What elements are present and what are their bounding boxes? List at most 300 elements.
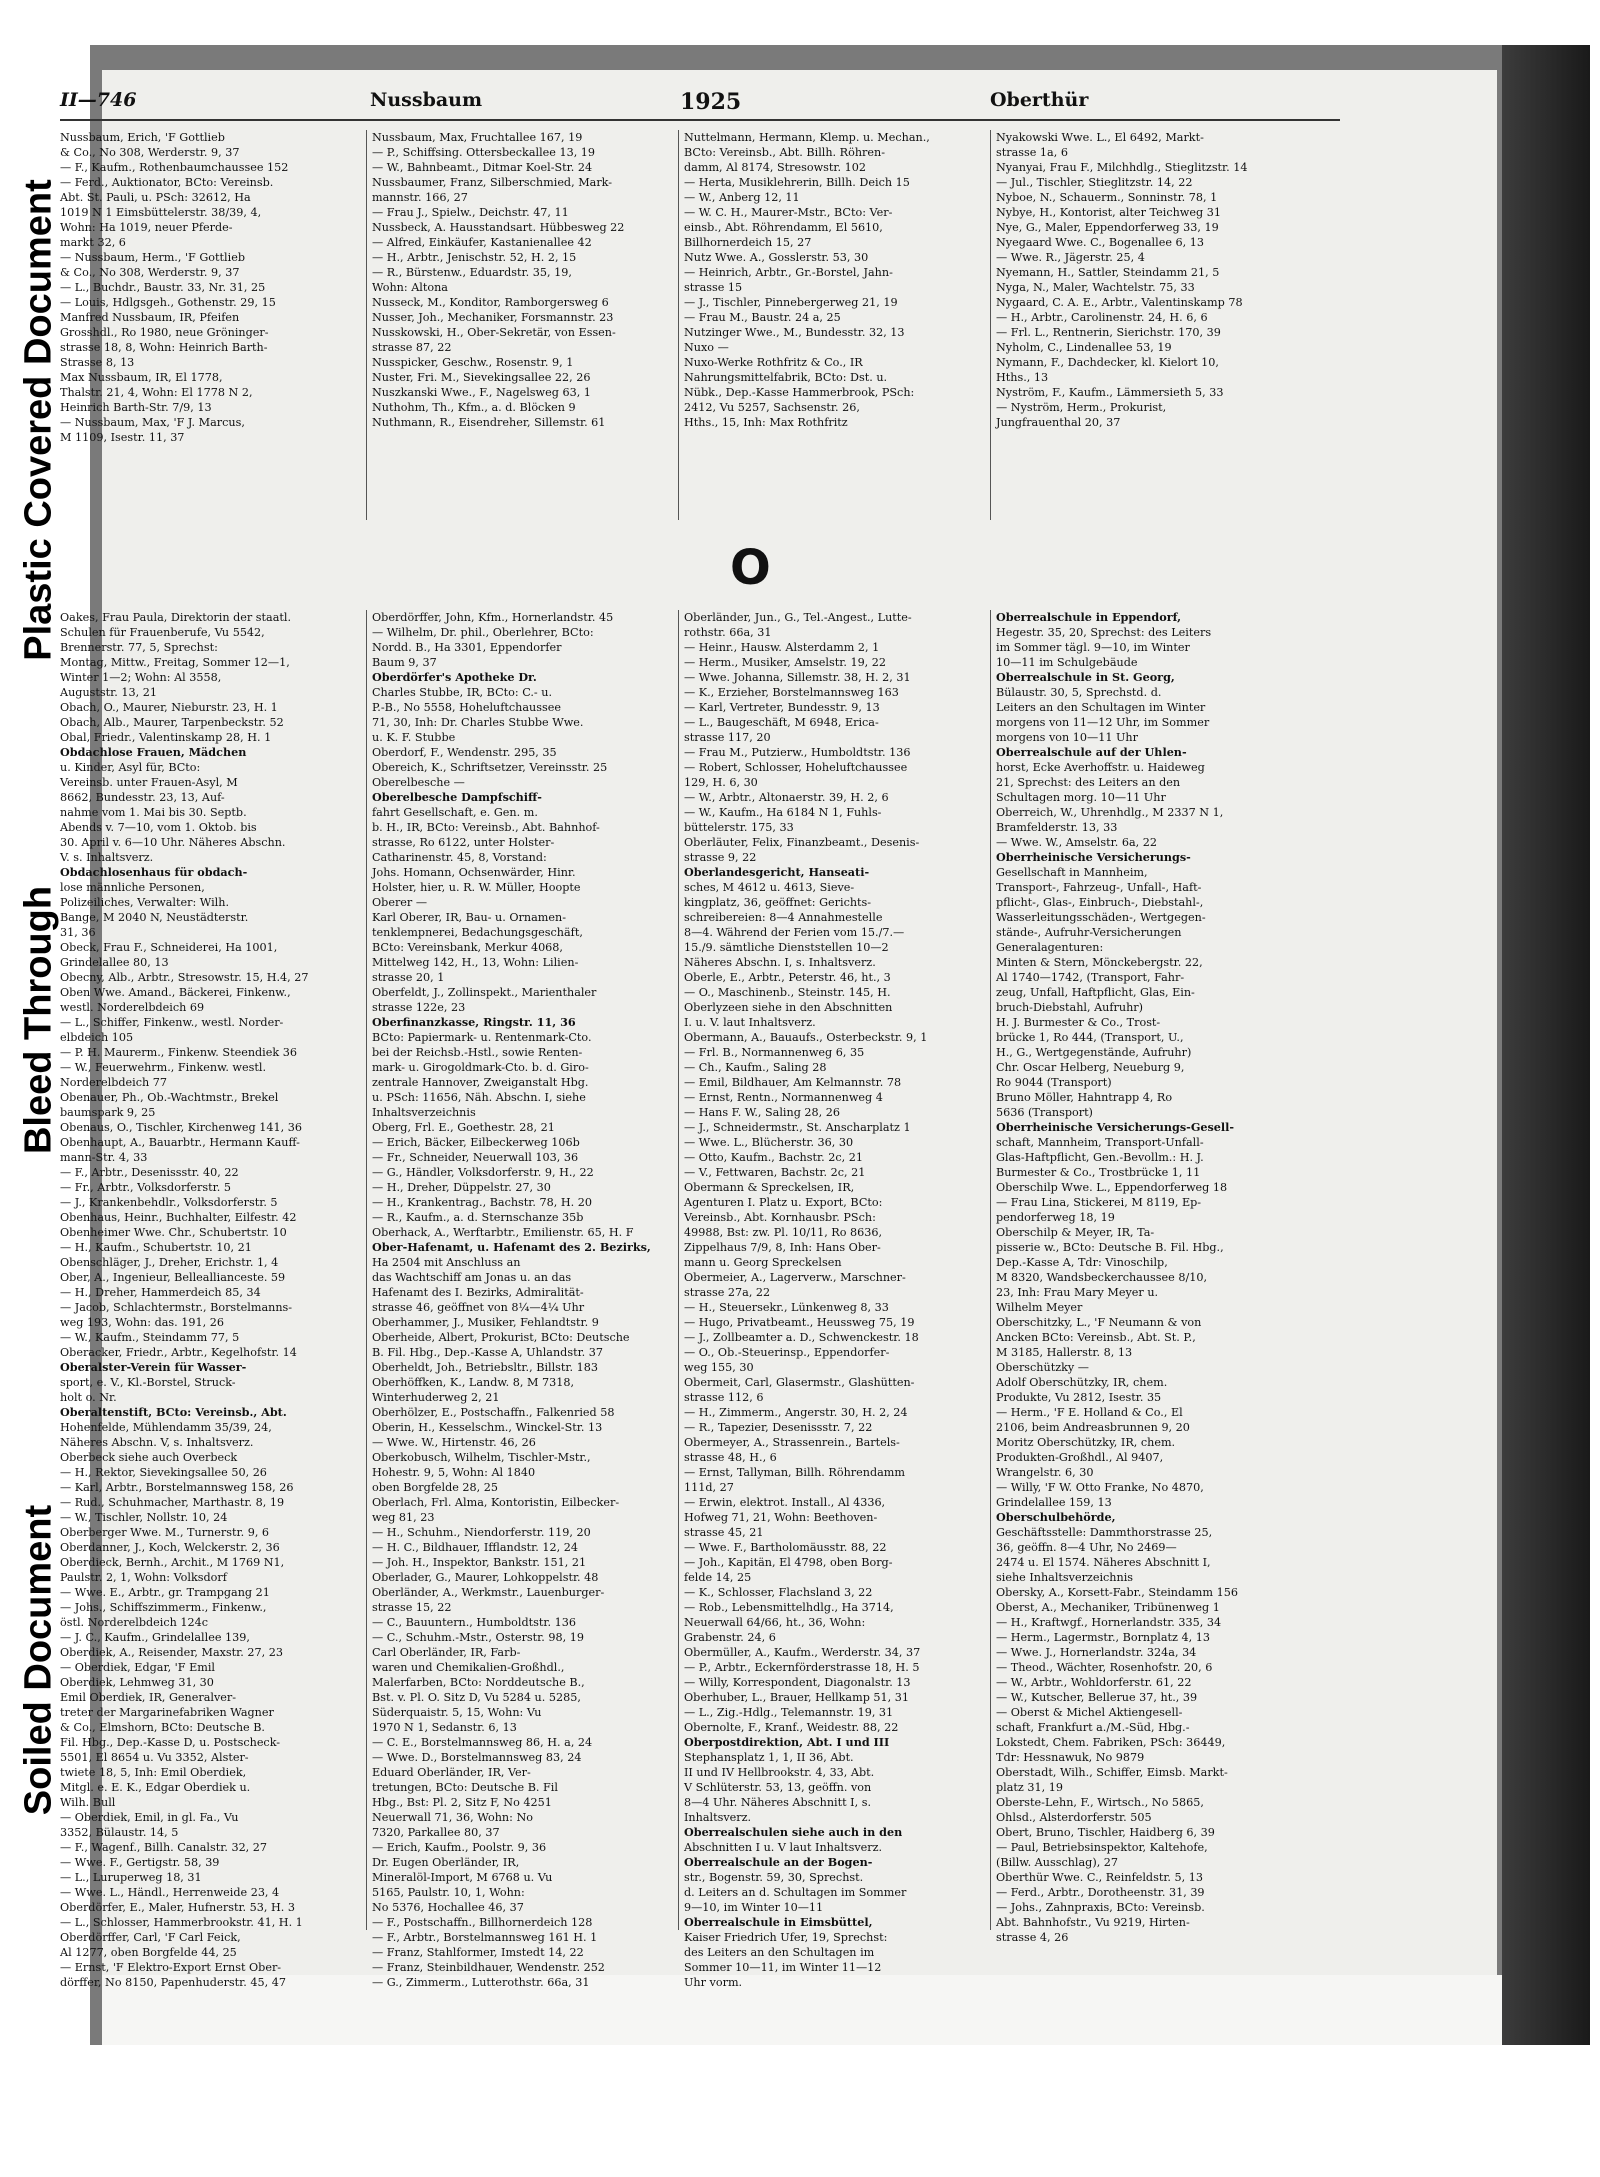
directory-entry-line: Obenheimer Wwe. Chr., Schubertstr. 10 [60, 1226, 287, 1239]
directory-entry-line: bei der Reichsb.-Hstl., sowie Renten- [372, 1046, 583, 1059]
directory-entry-line: Oakes, Frau Paula, Direktorin der staatl. [60, 611, 292, 624]
directory-entry-line: Oberhammer, J., Musiker, Fehlandtstr. 9 [372, 1316, 599, 1329]
directory-entry-line: str., Bogenstr. 59, 30, Sprechst. [684, 1871, 864, 1884]
directory-entry-line: Oberhölzer, E., Postschaffn., Falkenried 58 [372, 1406, 615, 1419]
directory-entry-line: strasse 20, 1 [372, 971, 445, 984]
directory-entry-line: — Wwe. F., Gertigstr. 58, 39 [60, 1856, 220, 1869]
directory-entry-line: Oberländer, A., Werkmstr., Lauenburger- [372, 1586, 605, 1599]
directory-entry-line: treter der Margarinefabriken Wagner [60, 1706, 274, 1719]
directory-entry-line: Fil. Hbg., Dep.-Kasse D, u. Postscheck- [60, 1736, 281, 1749]
directory-entry-line: Oberdiek, A., Reisender, Maxstr. 27, 23 [60, 1646, 283, 1659]
directory-entry-line: H. J. Burmester & Co., Trost- [996, 1016, 1161, 1029]
directory-entry-line: Oberdanner, J., Koch, Welckerstr. 2, 36 [60, 1541, 280, 1554]
directory-entry-line: Oberrealschule in Eimsbüttel, [684, 1915, 873, 1929]
directory-entry-line: Oberrealschule in St. Georg, [996, 670, 1175, 684]
directory-entry-line: Winterhuderweg 2, 21 [372, 1391, 500, 1404]
directory-entry-line: Bange, M 2040 N, Neustädterstr. [60, 911, 249, 924]
directory-entry-line: 5501, El 8654 u. Vu 3352, Alster- [60, 1751, 249, 1764]
directory-entry-line: Nygaard, C. A. E., Arbtr., Valentinskamp 78 [996, 296, 1243, 309]
directory-entry-line: Oberheide, Albert, Prokurist, BCto: Deutsche [372, 1331, 630, 1344]
directory-entry-line: 2106, beim Andreasbrunnen 9, 20 [996, 1421, 1190, 1434]
directory-entry-line: — W., Arbtr., Wohldorferstr. 61, 22 [996, 1676, 1192, 1689]
directory-entry-line: Bst. v. Pl. O. Sitz D, Vu 5284 u. 5285, [372, 1691, 581, 1704]
directory-entry-line: Obermann, A., Bauaufs., Osterbeckstr. 9, 1 [684, 1031, 928, 1044]
directory-entry-line: — Otto, Kaufm., Bachstr. 2c, 21 [684, 1151, 863, 1164]
directory-entry-line: Oberrheinische Versicherungs- [996, 850, 1191, 864]
directory-entry-line: brücke 1, Ro 444, (Transport, U., [996, 1031, 1184, 1044]
directory-entry-line: — Ch., Kaufm., Saling 28 [684, 1061, 827, 1074]
directory-entry-line: — H., Kaufm., Schubertstr. 10, 21 [60, 1241, 252, 1254]
directory-entry-line: Oberheldt, Joh., Betriebsltr., Billstr. 183 [372, 1361, 598, 1374]
directory-entry-line: Oberrealschulen siehe auch in den [684, 1825, 903, 1839]
directory-entry-line: waren und Chemikalien-Großhdl., [372, 1661, 565, 1674]
directory-entry-line: — Ernst, Rentn., Normannenweg 4 [684, 1091, 883, 1104]
directory-entry-line: Nyboe, N., Schauerm., Sonninstr. 78, 1 [996, 191, 1218, 204]
directory-entry-line: Geschäftsstelle: Dammthorstrasse 25, [996, 1526, 1213, 1539]
directory-entry-line: M 8320, Wandsbeckerchaussee 8/10, [996, 1271, 1207, 1284]
directory-entry-line: — W., Kaufm., Ha 6184 N 1, Fuhls- [684, 806, 882, 819]
column-divider [678, 610, 679, 1930]
directory-entry-line: holt o. Nr. [60, 1391, 117, 1404]
directory-entry-line: — P., Arbtr., Eckernförderstrasse 18, H. 5 [684, 1661, 920, 1674]
directory-entry-line: Stephansplatz 1, 1, II 36, Abt. [684, 1751, 854, 1764]
directory-entry-line: — Oberst & Michel Aktiengesell- [996, 1706, 1183, 1719]
directory-entry-line: nahme vom 1. Mai bis 30. Septb. [60, 806, 247, 819]
directory-entry-line: Bruno Möller, Hahntrapp 4, Ro [996, 1091, 1173, 1104]
directory-entry-line: strasse 9, 22 [684, 851, 757, 864]
directory-entry-line: — Herta, Musiklehrerin, Billh. Deich 15 [684, 176, 910, 189]
directory-entry-line: strasse 48, H., 6 [684, 1451, 777, 1464]
directory-entry-line: — W., Anberg 12, 11 [684, 191, 800, 204]
directory-entry-line: — Joh., Kapitän, El 4798, oben Borg- [684, 1556, 893, 1569]
directory-entry-line: Oberlader, G., Maurer, Lohkoppelstr. 48 [372, 1571, 599, 1584]
directory-entry-line: Oberdörffer, John, Kfm., Hornerlandstr. 45 [372, 611, 614, 624]
directory-entry-line: fahrt Gesellschaft, e. Gen. m. [372, 806, 538, 819]
directory-entry-line: b. H., IR, BCto: Vereinsb., Abt. Bahnhof- [372, 821, 600, 834]
directory-entry-line: — Wwe. W., Amselstr. 6a, 22 [996, 836, 1157, 849]
directory-entry-line: horst, Ecke Averhoffstr. u. Haideweg [996, 761, 1205, 774]
directory-entry-line: schaft, Mannheim, Transport-Unfall- [996, 1136, 1204, 1149]
directory-entry-line: Hafenamt des I. Bezirks, Admiralität- [372, 1286, 584, 1299]
directory-entry-line: — C. E., Borstelmannsweg 86, H. a, 24 [372, 1736, 593, 1749]
directory-entry-line: — Frau Lina, Stickerei, M 8119, Ep- [996, 1196, 1202, 1209]
directory-entry-line: Oberelbesche Dampfschiff- [372, 790, 542, 804]
directory-entry-line: Obenhaus, Heinr., Buchhalter, Eilfestr. 42 [60, 1211, 297, 1224]
directory-entry-line: Bülaustr. 30, 5, Sprechstd. d. [996, 686, 1162, 699]
directory-entry-line: Obernolte, F., Kranf., Weidestr. 88, 22 [684, 1721, 899, 1734]
directory-entry-line: — Jul., Tischler, Stieglitzstr. 14, 22 [996, 176, 1193, 189]
directory-entry-line: einsb., Abt. Röhrendamm, El 5610, [684, 221, 883, 234]
directory-entry-line: dörffer, No 8150, Papenhuderstr. 45, 47 [60, 1976, 286, 1989]
directory-entry-line: Oberlandesgericht, Hanseati- [684, 865, 870, 879]
directory-entry-line: Abends v. 7—10, vom 1. Oktob. bis [60, 821, 257, 834]
directory-entry-line: strasse 18, 8, Wohn: Heinrich Barth- [60, 341, 268, 354]
directory-entry-line: Oberer — [372, 896, 428, 909]
directory-entry-line: & Co., No 308, Werderstr. 9, 37 [60, 266, 240, 279]
directory-entry-line: 8—4. Während der Ferien vom 15./7.— [684, 926, 905, 939]
directory-entry-line: 49988, Bst: zw. Pl. 10/11, Ro 8636, [684, 1226, 883, 1239]
directory-entry-line: — Wwe. W., Hirtenstr. 46, 26 [372, 1436, 536, 1449]
top-column-1 [60, 130, 360, 520]
directory-entry-line: Schultagen morg. 10—11 Uhr [996, 791, 1166, 804]
directory-entry-line: Agenturen I. Platz u. Export, BCto: [684, 1196, 883, 1209]
directory-entry-line: Obermeyer, A., Strassenrein., Bartels- [684, 1436, 900, 1449]
directory-entry-line: — Herm., Lagermstr., Bornplatz 4, 13 [996, 1631, 1210, 1644]
directory-entry-line: — W., Bahnbeamt., Ditmar Koel-Str. 24 [372, 161, 593, 174]
directory-entry-line: damm, Al 8174, Stresowstr. 102 [684, 161, 866, 174]
directory-entry-line: Grindelallee 159, 13 [996, 1496, 1112, 1509]
section-letter: O [730, 540, 771, 596]
directory-entry-line: Nutz Wwe. A., Gosslerstr. 53, 30 [684, 251, 869, 264]
directory-entry-line: — Nussbaum, Herm., 'F Gottlieb [60, 251, 245, 264]
directory-entry-line: Generalagenturen: [996, 941, 1104, 954]
directory-entry-line: westl. Norderelbdeich 69 [60, 1001, 205, 1014]
directory-entry-line: Hths., 13 [996, 371, 1049, 384]
directory-entry-line: strasse 15, 22 [372, 1601, 452, 1614]
directory-entry-line: Nyanyai, Frau F., Milchhdlg., Stieglitzstr. 14 [996, 161, 1248, 174]
directory-entry-line: Tdr: Hessnawuk, No 9879 [996, 1751, 1145, 1764]
directory-entry-line: zeug, Unfall, Haftpflicht, Glas, Ein- [996, 986, 1195, 999]
directory-entry-line: — L., Buchdr., Baustr. 33, Nr. 31, 25 [60, 281, 266, 294]
directory-entry-line: Nye, G., Maler, Eppendorferweg 33, 19 [996, 221, 1219, 234]
scan-edge-shadow [1502, 45, 1590, 2045]
directory-entry-line: 10—11 im Schulgebäude [996, 656, 1138, 669]
directory-entry-line: — Hugo, Privatbeamt., Heussweg 75, 19 [684, 1316, 915, 1329]
top-column-2 [372, 130, 672, 520]
directory-entry-line: 111d, 27 [684, 1481, 734, 1494]
directory-entry-line: M 3185, Hallerstr. 8, 13 [996, 1346, 1133, 1359]
directory-entry-line: Oberhuber, L., Brauer, Hellkamp 51, 31 [684, 1691, 910, 1704]
directory-entry-line: Norderelbdeich 77 [60, 1076, 167, 1089]
directory-entry-line: — Wwe. L., Händl., Herrenweide 23, 4 [60, 1886, 280, 1899]
directory-entry-line: — Ferd., Arbtr., Dorotheenstr. 31, 39 [996, 1886, 1205, 1899]
directory-entry-line: — H., Dreher, Düppelstr. 27, 30 [372, 1181, 551, 1194]
directory-entry-line: Oberländer, Jun., G., Tel.-Angest., Lutte- [684, 611, 912, 624]
directory-entry-line: Thalstr. 21, 4, Wohn: El 1778 N 2, [60, 386, 253, 399]
directory-entry-line: 30. April v. 6—10 Uhr. Näheres Abschn. [60, 836, 286, 849]
directory-entry-line: Ha 2504 mit Anschluss an [372, 1256, 521, 1269]
directory-entry-line: — Johs., Zahnpraxis, BCto: Vereinsb. [996, 1901, 1205, 1914]
directory-entry-line: — L., Baugeschäft, M 6948, Erica- [684, 716, 879, 729]
directory-entry-line: — W., Tischler, Nollstr. 10, 24 [60, 1511, 228, 1524]
directory-entry-line: — Oberdiek, Emil, in gl. Fa., Vu [60, 1811, 239, 1824]
directory-entry-line: Obdachlose Frauen, Mädchen [60, 745, 247, 759]
bottom-column-3 [684, 610, 984, 1989]
directory-entry-line: Minten & Stern, Mönckebergstr. 22, [996, 956, 1203, 969]
directory-entry-line: Obdachlosenhaus für obdach- [60, 865, 248, 879]
directory-entry-line: — Heinr., Hausw. Alsterdamm 2, 1 [684, 641, 880, 654]
directory-entry-line: Obersky, A., Korsett-Fabr., Steindamm 156 [996, 1586, 1238, 1599]
directory-entry-line: — Jacob, Schlachtermstr., Borstelmanns- [60, 1301, 293, 1314]
directory-entry-line: Brennerstr. 77, 5, Sprechst: [60, 641, 218, 654]
header-last-entry: Oberthür [990, 89, 1089, 111]
directory-entry-line: Produkten-Großhdl., Al 9407, [996, 1451, 1164, 1464]
directory-entry-line: Oberhöffken, K., Landw. 8, M 7318, [372, 1376, 575, 1389]
directory-entry-line: Mineralöl-Import, M 6768 u. Vu [372, 1871, 553, 1884]
directory-entry-line: Oberalster-Verein für Wasser- [60, 1360, 247, 1374]
directory-entry-line: Oberg, Frl. E., Goethestr. 28, 21 [372, 1121, 555, 1134]
directory-entry-line: Montag, Mittw., Freitag, Sommer 12—1, [60, 656, 290, 669]
directory-entry-line: — Heinrich, Arbtr., Gr.-Borstel, Jahn- [684, 266, 893, 279]
directory-entry-line: strasse 117, 20 [684, 731, 771, 744]
directory-entry-line: Leiters an den Schultagen im Winter [996, 701, 1206, 714]
directory-entry-line: Eduard Oberländer, IR, Ver- [372, 1766, 531, 1779]
directory-entry-line: — Theod., Wächter, Rosenhofstr. 20, 6 [996, 1661, 1213, 1674]
directory-entry-line: u. PSch: 11656, Näh. Abschn. I, siehe [372, 1091, 586, 1104]
top-column-3 [684, 130, 984, 520]
directory-entry-line: Nahrungsmittelfabrik, BCto: Dst. u. [684, 371, 888, 384]
directory-entry-line: Nusspicker, Geschw., Rosenstr. 9, 1 [372, 356, 574, 369]
side-label-soiled-document: Soiled Document [17, 1504, 60, 1816]
directory-entry-line: Ober, A., Ingenieur, Belleallianceste. 59 [60, 1271, 286, 1284]
directory-entry-line: — Franz, Steinbildhauer, Wendenstr. 252 [372, 1961, 605, 1974]
directory-entry-line: — J., Schneidermstr., St. Anscharplatz 1 [684, 1121, 911, 1134]
directory-entry-line: — Karl, Arbtr., Borstelmannsweg 158, 26 [60, 1481, 294, 1494]
directory-entry-line: — Robert, Schlosser, Hoheluftchaussee [684, 761, 908, 774]
directory-entry-line: Obach, Alb., Maurer, Tarpenbeckstr. 52 [60, 716, 284, 729]
directory-entry-line: Nybye, H., Kontorist, alter Teichweg 31 [996, 206, 1221, 219]
directory-entry-line: Nyemann, H., Sattler, Steindamm 21, 5 [996, 266, 1220, 279]
directory-entry-line: Oberdörfer's Apotheke Dr. [372, 670, 537, 684]
directory-entry-line: 31, 36 [60, 926, 96, 939]
directory-entry-line: elbdeich 105 [60, 1031, 134, 1044]
directory-entry-line: Obal, Friedr., Valentinskamp 28, H. 1 [60, 731, 272, 744]
directory-entry-line: Al 1277, oben Borgfelde 44, 25 [60, 1946, 237, 1959]
directory-entry-line: strasse 45, 21 [684, 1526, 764, 1539]
directory-entry-line: Oberthür Wwe. C., Reinfeldstr. 5, 13 [996, 1871, 1204, 1884]
directory-entry-line: Oberdorf, F., Wendenstr. 295, 35 [372, 746, 557, 759]
directory-entry-line: — P. H. Maurerm., Finkenw. Steendiek 36 [60, 1046, 297, 1059]
directory-entry-line: Hohestr. 9, 5, Wohn: Al 1840 [372, 1466, 536, 1479]
directory-entry-line: Polizeiliches, Verwalter: Wilh. [60, 896, 230, 909]
directory-entry-line: M 1109, Isestr. 11, 37 [60, 431, 185, 444]
directory-entry-line: — Emil, Bildhauer, Am Kelmannstr. 78 [684, 1076, 902, 1089]
directory-entry-line: Nussbaumer, Franz, Silberschmied, Mark- [372, 176, 613, 189]
directory-entry-line: No 5376, Hochallee 46, 37 [372, 1901, 524, 1914]
directory-entry-line: Nyström, F., Kaufm., Lämmersieth 5, 33 [996, 386, 1224, 399]
directory-entry-line: Gesellschaft in Mannheim, [996, 866, 1148, 879]
directory-entry-line: — J., Tischler, Pinnebergerweg 21, 19 [684, 296, 898, 309]
directory-entry-line: — Willy, 'F W. Otto Franke, No 4870, [996, 1481, 1204, 1494]
directory-entry-line: — Joh. H., Inspektor, Bankstr. 151, 21 [372, 1556, 587, 1569]
directory-entry-line: — J. C., Kaufm., Grindelallee 139, [60, 1631, 250, 1644]
directory-entry-line: d. Leiters an d. Schultagen im Sommer [684, 1886, 907, 1899]
directory-entry-line: Billhornerdeich 15, 27 [684, 236, 812, 249]
directory-entry-line: Oberrheinische Versicherungs-Gesell- [996, 1120, 1235, 1134]
directory-entry-line: rothstr. 66a, 31 [684, 626, 772, 639]
directory-entry-line: das Wachtschiff am Jonas u. an das [372, 1271, 572, 1284]
directory-entry-line: Adolf Oberschützky, IR, chem. [996, 1376, 1168, 1389]
directory-entry-line: — W., Kutscher, Bellerue 37, ht., 39 [996, 1691, 1198, 1704]
directory-entry-line: Paulstr. 2, 1, Wohn: Volksdorf [60, 1571, 227, 1584]
directory-entry-line: — H., Rektor, Sievekingsallee 50, 26 [60, 1466, 267, 1479]
directory-entry-line: — F., Wagenf., Billh. Canalstr. 32, 27 [60, 1841, 268, 1854]
directory-entry-line: — Karl, Vertreter, Bundesstr. 9, 13 [684, 701, 880, 714]
directory-entry-line: strasse 4, 26 [996, 1931, 1069, 1944]
directory-entry-line: Neuerwall 64/66, ht., 36, Wohn: [684, 1616, 866, 1629]
page-number: II—746 [60, 89, 137, 111]
directory-entry-line: Oberdiek, Lehmweg 31, 30 [60, 1676, 214, 1689]
directory-entry-line: — Nyström, Herm., Prokurist, [996, 401, 1167, 414]
directory-entry-line: Hths., 15, Inh: Max Rothfritz [684, 416, 848, 429]
directory-entry-line: — W., Kaufm., Steindamm 77, 5 [60, 1331, 240, 1344]
directory-entry-line: Oberpostdirektion, Abt. I und III [684, 1735, 890, 1749]
directory-entry-line: Sommer 10—11, im Winter 11—12 [684, 1961, 882, 1974]
directory-entry-line: Obecny, Alb., Arbtr., Stresowstr. 15, H.4, 27 [60, 971, 309, 984]
directory-entry-line: 5165, Paulstr. 10, 1, Wohn: [372, 1886, 525, 1899]
directory-entry-line: Zippelhaus 7/9, 8, Inh: Hans Ober- [684, 1241, 881, 1254]
directory-entry-line: oben Borgfelde 28, 25 [372, 1481, 499, 1494]
directory-entry-line: — Wwe. L., Blücherstr. 36, 30 [684, 1136, 854, 1149]
directory-entry-line: Dr. Eugen Oberländer, IR, [372, 1856, 520, 1869]
directory-entry-line: 2412, Vu 5257, Sachsenstr. 26, [684, 401, 860, 414]
directory-entry-line: — Herm., Musiker, Amselstr. 19, 22 [684, 656, 887, 669]
directory-entry-line: — K., Schlosser, Flachsland 3, 22 [684, 1586, 873, 1599]
directory-entry-line: Uhr vorm. [684, 1976, 743, 1989]
directory-entry-line: baumspark 9, 25 [60, 1106, 156, 1119]
directory-entry-line: Obenauer, Ph., Ob.-Wachtmstr., Brekel [60, 1091, 279, 1104]
directory-entry-line: — G., Händler, Volksdorferstr. 9, H., 22 [372, 1166, 594, 1179]
directory-entry-line: — L., Schlosser, Hammerbrookstr. 41, H. 1 [60, 1916, 303, 1929]
directory-entry-line: Oberbeck siehe auch Overbeck [60, 1451, 238, 1464]
directory-entry-line: Mitgl. e. E. K., Edgar Oberdiek u. [60, 1781, 251, 1794]
directory-entry-line: Nuttelmann, Hermann, Klemp. u. Mechan., [684, 131, 930, 144]
directory-entry-line: Wasserleitungsschäden-, Wertgegen- [996, 911, 1206, 924]
header-first-entry: Nussbaum [370, 89, 483, 111]
directory-entry-line: Inhaltsverz. [684, 1811, 752, 1824]
directory-entry-line: Obenschläger, J., Dreher, Erichstr. 1, 4 [60, 1256, 279, 1269]
directory-entry-line: Hbg., Bst: Pl. 2, Sitz F, No 4251 [372, 1796, 552, 1809]
directory-entry-line: 21, Sprechst: des Leiters an den [996, 776, 1181, 789]
directory-entry-line: — Wilhelm, Dr. phil., Oberlehrer, BCto: [372, 626, 594, 639]
directory-entry-line: Abt. Bahnhofstr., Vu 9219, Hirten- [996, 1916, 1190, 1929]
directory-entry-line: Hohenfelde, Mühlendamm 35/39, 24, [60, 1421, 272, 1434]
directory-entry-line: Transport-, Fahrzeug-, Unfall-, Haft- [996, 881, 1202, 894]
directory-entry-line: — R., Tapezier, Desenissstr. 7, 22 [684, 1421, 873, 1434]
directory-entry-line: strasse, Ro 6122, unter Holster- [372, 836, 555, 849]
directory-entry-line: P.-B., No 5558, Hoheluftchaussee [372, 701, 561, 714]
directory-entry-line: — R., Bürstenw., Eduardstr. 35, 19, [372, 266, 572, 279]
directory-entry-line: mann-Str. 4, 33 [60, 1151, 148, 1164]
directory-entry-line: des Leiters an den Schultagen im [684, 1946, 875, 1959]
directory-entry-line: & Co., No 308, Werderstr. 9, 37 [60, 146, 240, 159]
directory-entry-line: — W. C. H., Maurer-Mstr., BCto: Ver- [684, 206, 893, 219]
directory-entry-line: mannstr. 166, 27 [372, 191, 468, 204]
directory-entry-line: — Wwe. F., Bartholomäusstr. 88, 22 [684, 1541, 887, 1554]
directory-entry-line: — Fr., Schneider, Neuerwall 103, 36 [372, 1151, 579, 1164]
directory-entry-line: Baum 9, 37 [372, 656, 437, 669]
directory-entry-line: — F., Postschaffn., Billhornerdeich 128 [372, 1916, 593, 1929]
directory-entry-line: Burmester & Co., Trostbrücke 1, 11 [996, 1166, 1201, 1179]
directory-entry-line: 129, H. 6, 30 [684, 776, 758, 789]
directory-entry-line: Jungfrauenthal 20, 37 [996, 416, 1121, 429]
directory-entry-line: Nusser, Joh., Mechaniker, Forsmannstr. 23 [372, 311, 614, 324]
directory-entry-line: Lokstedt, Chem. Fabriken, PSch: 36449, [996, 1736, 1226, 1749]
directory-entry-line: Obenaus, O., Tischler, Kirchenweg 141, 36 [60, 1121, 302, 1134]
directory-entry-line: Vereinsb. unter Frauen-Asyl, M [60, 776, 238, 789]
directory-entry-line: Catharinenstr. 45, 8, Vorstand: [372, 851, 547, 864]
directory-entry-line: 2474 u. El 1574. Näheres Abschnitt I, [996, 1556, 1211, 1569]
directory-entry-line: & Co., Elmshorn, BCto: Deutsche B. [60, 1721, 265, 1734]
directory-entry-line: Näheres Abschn. V, s. Inhaltsverz. [60, 1436, 254, 1449]
directory-entry-line: Oberkobusch, Wilhelm, Tischler-Mstr., [372, 1451, 591, 1464]
directory-entry-line: — Wwe. D., Borstelmannsweg 83, 24 [372, 1751, 582, 1764]
directory-entry-line: pendorferweg 18, 19 [996, 1211, 1115, 1224]
directory-entry-line: Grabenstr. 24, 6 [684, 1631, 776, 1644]
directory-entry-line: — H., Kraftwgf., Hornerlandstr. 335, 34 [996, 1616, 1222, 1629]
directory-entry-line: Nuxo-Werke Rothfritz & Co., IR [684, 356, 863, 369]
directory-entry-line: — Wwe. R., Jägerstr. 25, 4 [996, 251, 1145, 264]
directory-entry-line: Produkte, Vu 2812, Isestr. 35 [996, 1391, 1162, 1404]
bottom-column-1 [60, 610, 360, 1989]
directory-entry-line: Oberste-Lehn, F., Wirtsch., No 5865, [996, 1796, 1204, 1809]
directory-entry-line: Nyakowski Wwe. L., El 6492, Markt- [996, 131, 1204, 144]
directory-entry-line: Obenhaupt, A., Bauarbtr., Hermann Kauff- [60, 1136, 300, 1149]
directory-entry-line: u. K. F. Stubbe [372, 731, 456, 744]
directory-entry-line: 71, 30, Inh: Dr. Charles Stubbe Wwe. [372, 716, 584, 729]
directory-entry-line: Inhaltsverzeichnis [372, 1106, 476, 1119]
directory-entry-line: Oberacker, Friedr., Arbtr., Kegelhofstr. 14 [60, 1346, 297, 1359]
directory-entry-line: — L., Schiffer, Finkenw., westl. Norder- [60, 1016, 284, 1029]
directory-entry-line: Dep.-Kasse A, Tdr: Vinoschilp, [996, 1256, 1168, 1269]
directory-entry-line: — Erwin, elektrot. Install., Al 4336, [684, 1496, 886, 1509]
directory-entry-line: V. s. Inhaltsverz. [60, 851, 154, 864]
directory-entry-line: — Wwe. J., Hornerlandstr. 324a, 34 [996, 1646, 1197, 1659]
column-divider [366, 610, 367, 1930]
directory-entry-line: — H., Arbtr., Carolinenstr. 24, H. 6, 6 [996, 311, 1208, 324]
directory-entry-line: Oberschitzky, L., 'F Neumann & von [996, 1316, 1202, 1329]
directory-entry-line: Nuszkanski Wwe., F., Nagelsweg 63, 1 [372, 386, 591, 399]
directory-entry-line: Näheres Abschn. I, s. Inhaltsverz. [684, 956, 876, 969]
column-divider [366, 130, 367, 520]
directory-entry-line: Wilhelm Meyer [996, 1301, 1083, 1314]
directory-entry-line: Hofweg 71, 21, Wohn: Beethoven- [684, 1511, 878, 1524]
header-year: 1925 [680, 89, 742, 115]
directory-entry-line: felde 14, 25 [684, 1571, 752, 1584]
directory-entry-line: — Erich, Bäcker, Eilbeckerweg 106b [372, 1136, 580, 1149]
directory-entry-line: markt 32, 6 [60, 236, 126, 249]
directory-entry-line: Obach, O., Maurer, Nieburstr. 23, H. 1 [60, 701, 278, 714]
directory-entry-line: pflicht-, Glas-, Einbruch-, Diebstahl-, [996, 896, 1204, 909]
directory-entry-line: strasse 27a, 22 [684, 1286, 771, 1299]
directory-entry-line: 3352, Bülaustr. 14, 5 [60, 1826, 179, 1839]
bottom-column-2 [372, 610, 672, 1989]
directory-entry-line: BCto: Vereinsb., Abt. Billh. Röhren- [684, 146, 885, 159]
directory-entry-line: Karl Oberer, IR, Bau- u. Ornamen- [372, 911, 566, 924]
directory-entry-line: Bramfelderstr. 13, 33 [996, 821, 1118, 834]
directory-entry-line: Auguststr. 13, 21 [60, 686, 157, 699]
directory-entry-line: strasse 122e, 23 [372, 1001, 466, 1014]
directory-entry-line: strasse 112, 6 [684, 1391, 764, 1404]
directory-entry-line: Winter 1—2; Wohn: Al 3558, [60, 671, 222, 684]
directory-entry-line: zentrale Hannover, Zweiganstalt Hbg. [372, 1076, 589, 1089]
directory-entry-line: im Sommer tägl. 9—10, im Winter [996, 641, 1190, 654]
directory-entry-line: — Louis, Hdlgsgeh., Gothenstr. 29, 15 [60, 296, 276, 309]
directory-entry-line: Wilh. Bull [60, 1796, 116, 1809]
directory-entry-line: mark- u. Girogoldmark-Cto. b. d. Giro- [372, 1061, 589, 1074]
directory-entry-line: — Frl. L., Rentnerin, Sierichstr. 170, 39 [996, 326, 1221, 339]
column-divider [678, 130, 679, 520]
directory-entry-line: kingplatz, 36, geöffnet: Gerichts- [684, 896, 872, 909]
directory-entry-line: Oberhack, A., Werftarbtr., Emilienstr. 65, H. F [372, 1226, 634, 1239]
directory-entry-line: Oberreich, W., Uhrenhdlg., M 2337 N 1, [996, 806, 1224, 819]
directory-entry-line: — H., Dreher, Hammerdeich 85, 34 [60, 1286, 261, 1299]
directory-entry-line: Nyegaard Wwe. C., Bogenallee 6, 13 [996, 236, 1204, 249]
directory-entry-line: — Ernst, 'F Elektro-Export Ernst Ober- [60, 1961, 282, 1974]
directory-entry-line: Nusskowski, H., Ober-Sekretär, von Essen- [372, 326, 616, 339]
directory-entry-line: Emil Oberdiek, IR, Generalver- [60, 1691, 237, 1704]
directory-entry-line: — Frl. B., Normannenweg 6, 35 [684, 1046, 865, 1059]
